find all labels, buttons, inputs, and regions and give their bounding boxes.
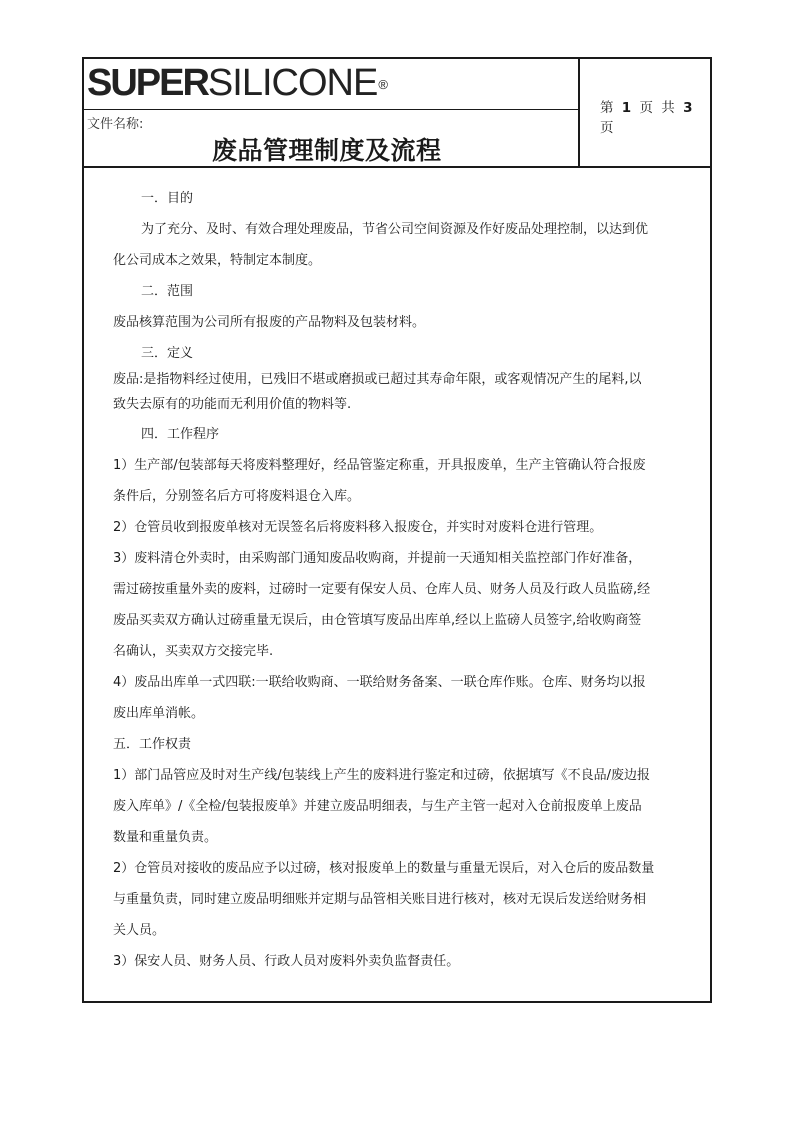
- section-heading: 一．目的: [141, 191, 194, 206]
- paragraph-line: 2）仓管员对接收的废品应予以过磅，核对报废单上的数量与重量无误后，对入仓后的废品数量: [113, 861, 655, 876]
- title-cell: [84, 110, 580, 166]
- paragraph-line: 废品核算范围为公司所有报废的产品物料及包装材料。: [113, 315, 426, 330]
- paragraph-line: 4）废品出库单一式四联:一联给收购商、一联给财务备案、一联仓库作账。仓库、财务均以报: [113, 675, 646, 690]
- paragraph-line: 需过磅按重量外卖的废料，过磅时一定要有保安人员、仓库人员、财务人员及行政人员监磅,经: [113, 582, 651, 597]
- paragraph-line: 为了充分、及时、有效合理处理废品，节省公司空间资源及作好废品处理控制，以达到优: [141, 222, 649, 237]
- section-heading: 三．定义: [141, 346, 194, 361]
- page-indicator: [600, 96, 710, 136]
- logo-text-light: SILICONE: [207, 62, 378, 104]
- page-number-cell: [580, 59, 710, 166]
- section-heading: 五．工作权责: [113, 737, 192, 752]
- logo-registered-mark: ®: [378, 77, 387, 92]
- paragraph-line: 废品买卖双方确认过磅重量无误后，由仓管填写废品出库单,经以上监磅人员签字,给收购商签: [113, 613, 642, 628]
- section-heading: 二．范围: [141, 284, 194, 299]
- paragraph-line: 废入库单》/《全检/包装报废单》并建立废品明细表，与生产主管一起对入仓前报废单上废品: [113, 799, 642, 814]
- paragraph-line: 废出库单消帐。: [113, 706, 205, 721]
- document-body: [113, 183, 695, 977]
- page-total: 3: [683, 100, 695, 116]
- paragraph-line: 1）生产部/包装部每天将废料整理好，经品管鉴定称重，开具报废单，生产主管确认符合报废: [113, 458, 646, 473]
- paragraph-line: 2）仓管员收到报废单核对无误签名后将废料移入报废仓，并实时对废料仓进行管理。: [113, 520, 603, 535]
- section-heading: 四．工作程序: [141, 427, 220, 442]
- paragraph-line: 废品:是指物料经过使用，已残旧不堪或磨损或已超过其寿命年限，或客观情况产生的尾料,以: [113, 372, 642, 387]
- document-title: 废品管理制度及流程: [212, 136, 442, 165]
- logo-text-bold: SUPER: [87, 62, 208, 104]
- logo-cell: [84, 59, 580, 110]
- paragraph-line: 关人员。: [113, 923, 166, 938]
- page-label-middle: 页 共: [639, 100, 677, 116]
- paragraph-line: 化公司成本之效果，特制定本制度。: [113, 253, 322, 268]
- paragraph-line: 1）部门品管应及时对生产线/包装线上产生的废料进行鉴定和过磅，依据填写《不良品/废边报: [113, 768, 651, 783]
- paragraph-line: 3）废料清仓外卖时，由采购部门通知废品收购商，并提前一天通知相关监控部门作好准备，: [113, 551, 642, 566]
- paragraph-line: 名确认，买卖双方交接完毕.: [113, 644, 274, 659]
- file-name-label: 文件名称:: [87, 117, 144, 132]
- document-header: [84, 59, 710, 168]
- paragraph-line: 条件后，分别签名后方可将废料退仓入库。: [113, 489, 361, 504]
- page-label-suffix: 页: [600, 120, 616, 136]
- paragraph-line: 数量和重量负责。: [113, 830, 218, 845]
- paragraph-line: 致失去原有的功能而无利用价值的物料等.: [113, 397, 352, 412]
- company-logo: [87, 63, 387, 103]
- paragraph-line: 3）保安人员、财务人员、行政人员对废料外卖负监督责任。: [113, 954, 460, 969]
- page-current: 1: [621, 100, 634, 116]
- paragraph-line: 与重量负责，同时建立废品明细账并定期与品管相关账目进行核对，核对无误后发送给财务相: [113, 892, 647, 907]
- document-frame: [82, 57, 712, 1003]
- page-label-prefix: 第: [600, 100, 616, 116]
